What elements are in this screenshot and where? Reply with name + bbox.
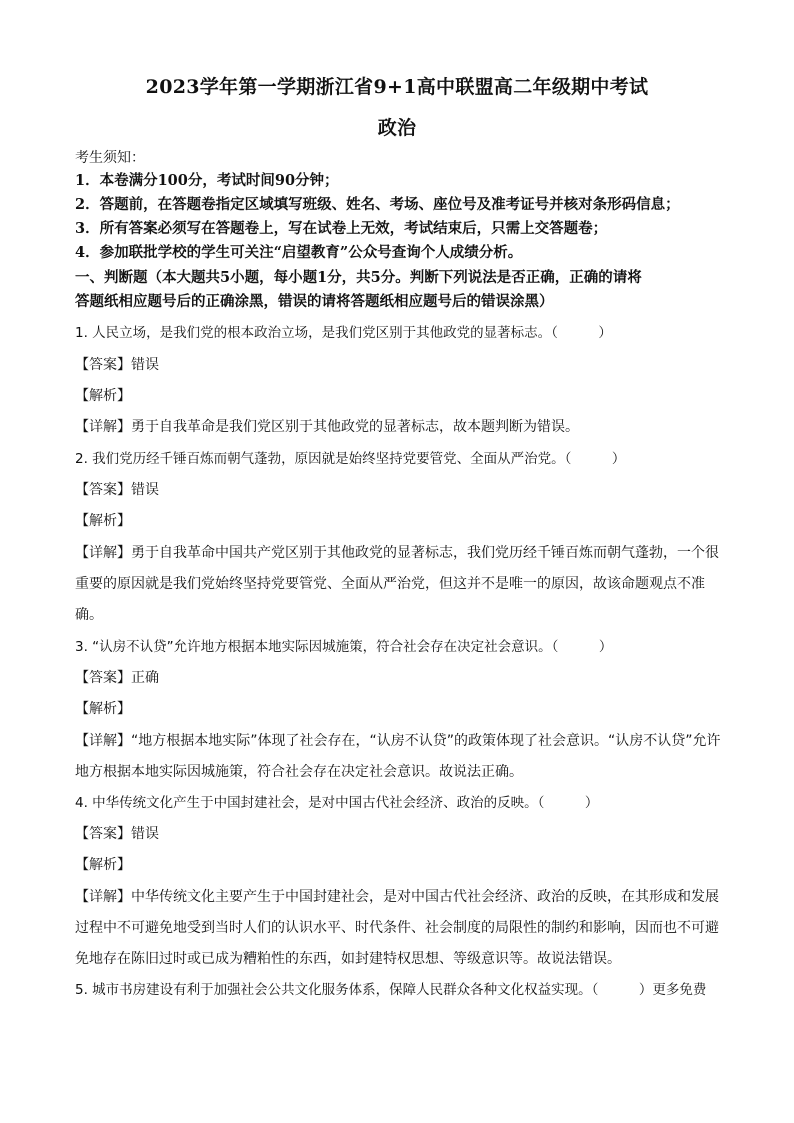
- notice-item: 2．答题前，在答题卷指定区域填写班级、姓名、考场、座位号及准考证号并核对条形码信息；: [75, 196, 680, 213]
- question-stem: 1. 人民立场，是我们党的根本政治立场，是我们党区别于其他政党的显著标志。（ ）: [75, 325, 612, 341]
- question-stem: 2. 我们党历经千锤百炼而朝气蓬勃，原因就是始终坚持党要管党、全面从严治党。（ ）: [75, 451, 626, 467]
- question-stem: 3. “认房不认贷”允许地方根据本地实际因城施策，符合社会存在决定社会意识。（ ）: [75, 639, 613, 655]
- answer-line: [75, 355, 725, 375]
- answer-value: 正确: [131, 670, 159, 686]
- analysis-tag: 【解析】: [75, 388, 131, 404]
- analysis-tag: 【解析】: [75, 513, 131, 529]
- exam-subject: 政治: [377, 117, 417, 139]
- answer-line: [75, 824, 725, 844]
- detail-line: [75, 417, 725, 437]
- notice-item: 3．所有答案必须写在答题卷上，写在试卷上无效，考试结束后，只需上交答题卷；: [75, 220, 608, 237]
- detail-text: 勇于自我革命中国共产党区别于其他政党的显著标志，我们党历经千锤百炼而朝气蓬勃，一个很: [131, 545, 719, 561]
- notice-item: 1．本卷满分100分，考试时间90分钟；: [75, 172, 339, 189]
- analysis-tag: 【解析】: [75, 701, 131, 717]
- notice-item: 4．参加联批学校的学生可关注“启望教育”公众号查询个人成绩分析。: [75, 244, 523, 261]
- detail-text: 勇于自我革命是我们党区别于其他政党的显著标志，故本题判断为错误。: [131, 419, 579, 435]
- detail-tag: 【详解】: [75, 545, 131, 561]
- question-stem: 5. 城市书房建设有利于加强社会公共文化服务体系，保障人民群众各种文化权益实现。（ ）更多免费: [75, 982, 707, 998]
- answer-line: [75, 480, 725, 500]
- answer-line: [75, 668, 725, 688]
- answer-tag: 【答案】: [75, 826, 131, 842]
- analysis-tag: 【解析】: [75, 857, 131, 873]
- answer-value: 错误: [131, 482, 159, 498]
- detail-tag: 【详解】: [75, 733, 131, 749]
- section-heading: 一、判断题（本大题共5小题，每小题1分，共5分。判断下列说法是否正确，正确的请将: [75, 269, 642, 286]
- detail-text: 确。: [75, 607, 103, 623]
- detail-text: 地方根据本地实际因城施策，符合社会存在决定社会意识。故说法正确。: [75, 764, 523, 780]
- answer-tag: 【答案】: [75, 482, 131, 498]
- answer-value: 错误: [131, 357, 159, 373]
- detail-text: 过程中不可避免地受到当时人们的认识水平、时代条件、社会制度的局限性的制约和影响，因而也不可避: [75, 920, 719, 936]
- detail-text: 中华传统文化主要产生于中国封建社会，是对中国古代社会经济、政治的反映，在其形成和发展: [131, 889, 719, 905]
- exam-title: 2023学年第一学期浙江省9+1高中联盟高二年级期中考试: [145, 76, 649, 98]
- detail-text: 免地存在陈旧过时或已成为糟粕性的东西，如封建特权思想、等级意识等。故说法错误。: [75, 951, 621, 967]
- answer-tag: 【答案】: [75, 357, 131, 373]
- detail-line: [75, 887, 725, 907]
- detail-line: [75, 543, 725, 563]
- detail-tag: 【详解】: [75, 419, 131, 435]
- detail-text: 重要的原因就是我们党始终坚持党要管党、全面从严治党，但这并不是唯一的原因，故该命题观点不准: [75, 576, 705, 592]
- answer-tag: 【答案】: [75, 670, 131, 686]
- detail-line: [75, 731, 725, 751]
- question-stem: 4. 中华传统文化产生于中国封建社会，是对中国古代社会经济、政治的反映。（ ）: [75, 795, 599, 811]
- answer-value: 错误: [131, 826, 159, 842]
- section-heading-cont: 答题纸相应题号后的正确涂黑，错误的请将答题纸相应题号后的错误涂黑）: [75, 293, 554, 310]
- detail-text: “地方根据本地实际”体现了社会存在，“认房不认贷”的政策体现了社会意识。“认房不认贷”允许: [131, 733, 721, 749]
- detail-tag: 【详解】: [75, 889, 131, 905]
- notice-heading: 考生须知：: [75, 150, 145, 166]
